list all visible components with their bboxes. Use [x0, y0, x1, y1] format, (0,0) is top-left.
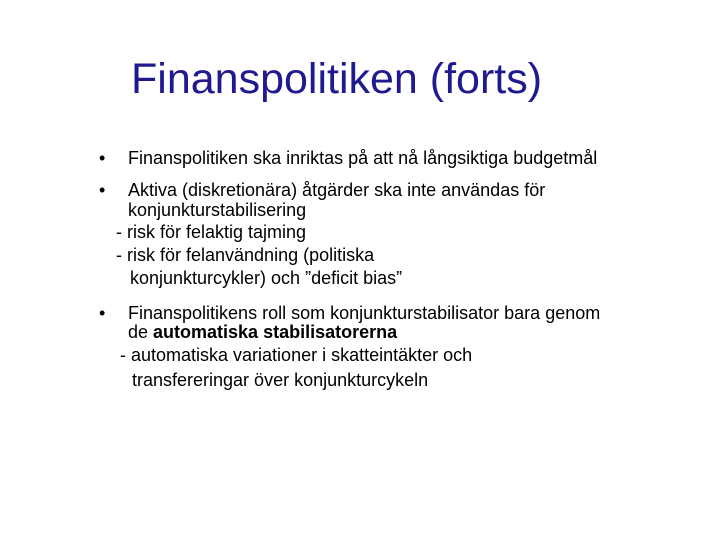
bullet-2-subline-1: - risk för felaktig tajming [116, 222, 307, 242]
bullet-marker: • [99, 148, 106, 168]
bullet-2-subline-2: - risk för felanvändning (politiska [116, 245, 375, 265]
bullet-3-line-1: Finanspolitikens roll som konjunkturstabilisator bara genom [128, 303, 601, 323]
bullet-3-line-2-prefix: de [128, 322, 154, 342]
bullet-2-subline-3: konjunkturcykler) och ”deficit bias” [130, 268, 403, 288]
bullet-3-subline-2: transfereringar över konjunkturcykeln [132, 370, 429, 390]
bullet-3-subline-1: - automatiska variationer i skatteintäkter och [120, 345, 473, 365]
bullet-2-line-1: Aktiva (diskretionära) åtgärder ska inte användas för [128, 180, 546, 200]
bullet-marker: • [99, 180, 106, 200]
bullet-marker: • [99, 303, 106, 323]
slide-title: Finanspolitiken (forts) [131, 55, 543, 103]
bullet-3-emphasis: automatiska stabilisatorerna [153, 322, 398, 342]
bullet-1-line-1: Finanspolitiken ska inriktas på att nå långsiktiga budgetmål [128, 148, 598, 168]
bullet-2-line-2: konjunkturstabilisering [128, 200, 307, 220]
bullet-3-line-2 [128, 321, 397, 343]
